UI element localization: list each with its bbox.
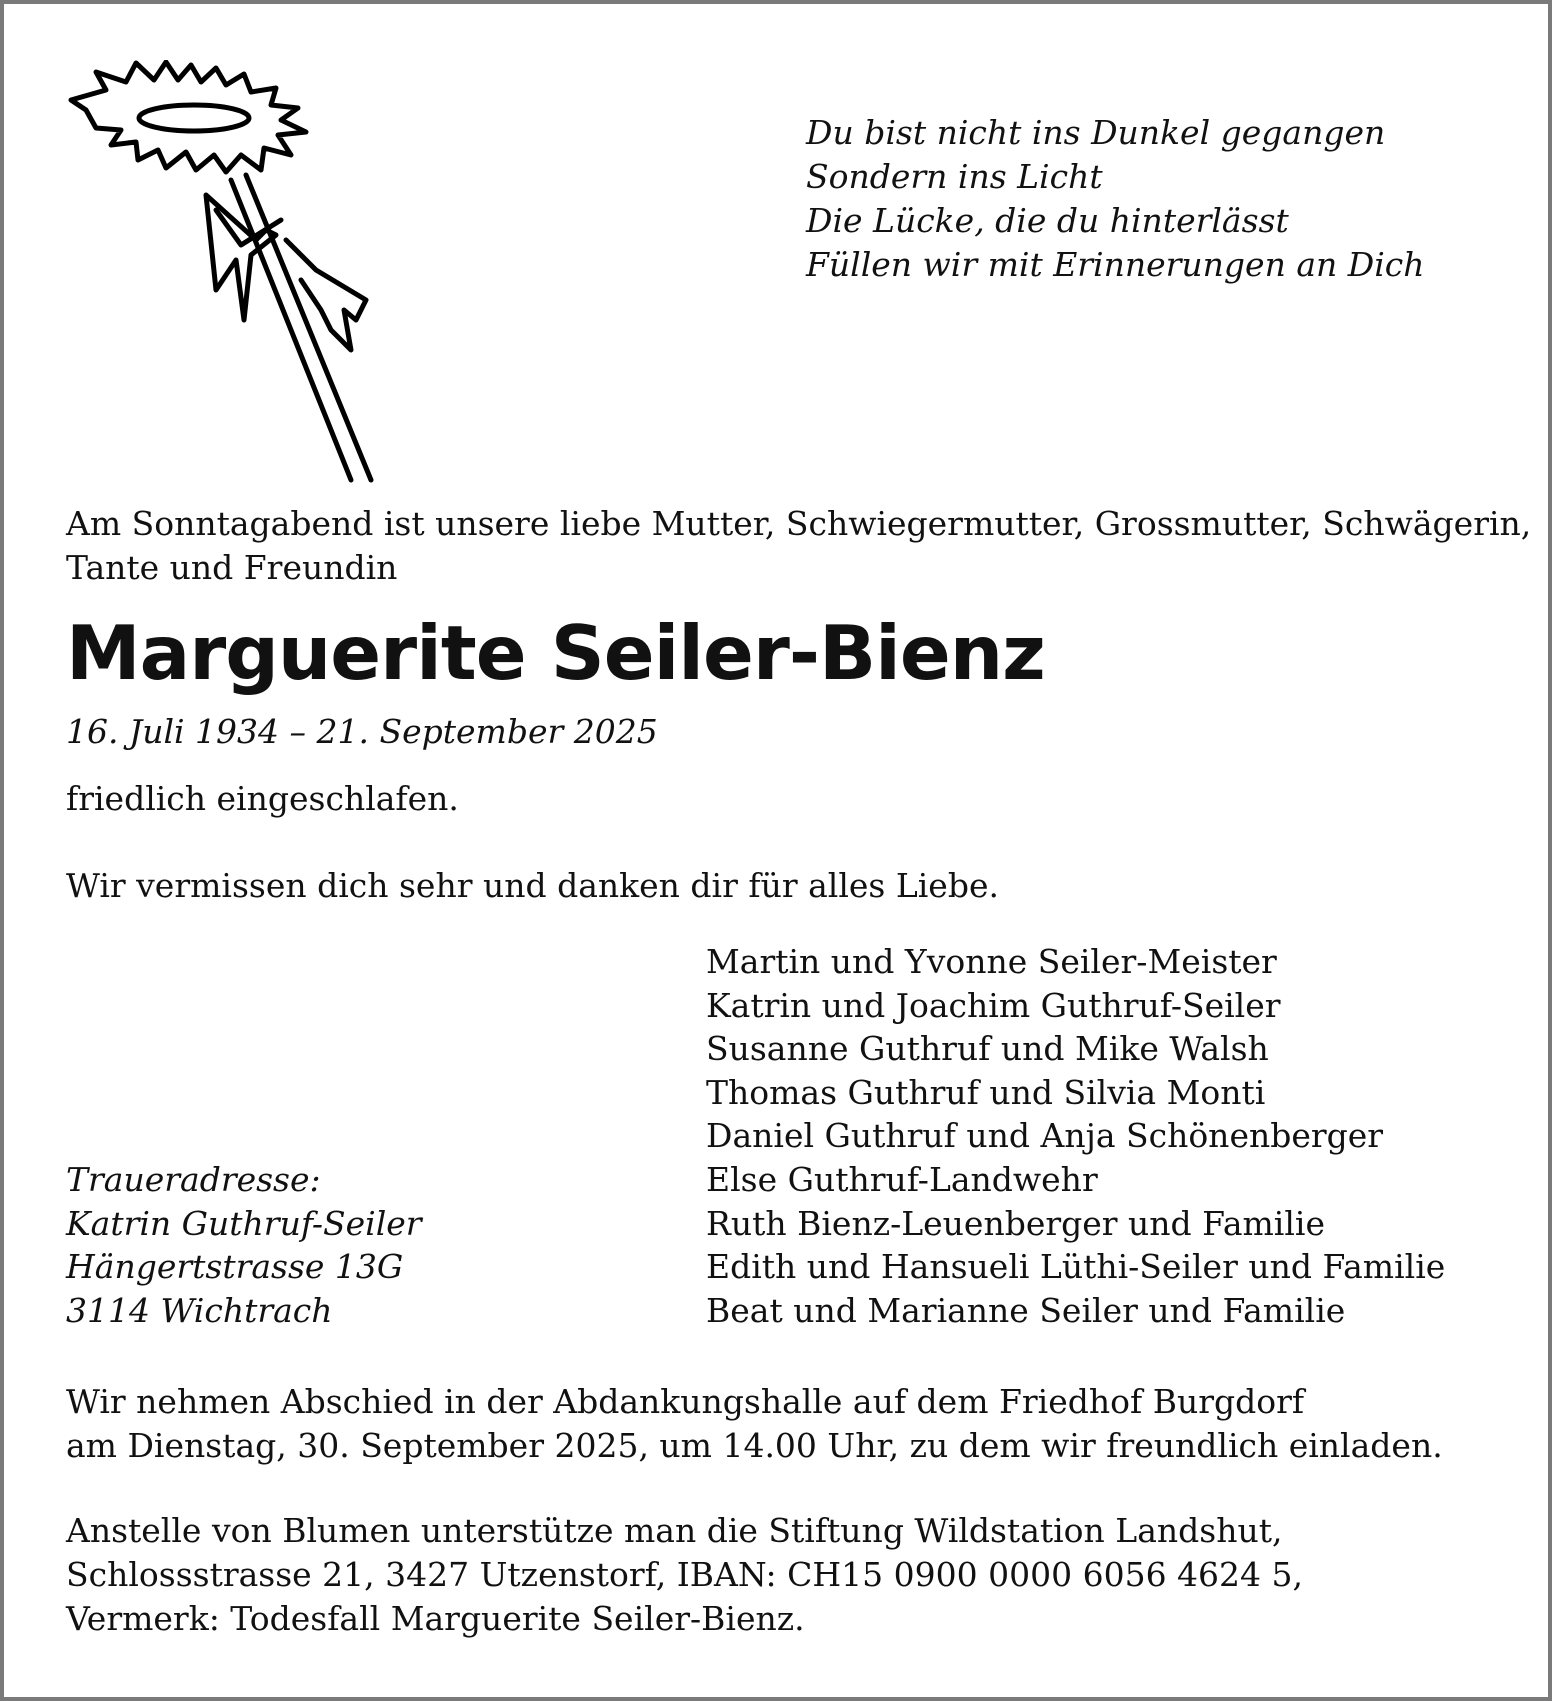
mourner-entry: Susanne Guthruf und Mike Walsh xyxy=(706,1029,1269,1069)
address-city: 3114 Wichtrach xyxy=(66,1290,333,1330)
intro-line-2: Tante und Freundin xyxy=(66,548,398,587)
passed-text: friedlich eingeschlafen. xyxy=(66,779,459,818)
mourner-entry: Ruth Bienz-Leuenberger und Familie xyxy=(706,1203,1325,1243)
poem-line: Du bist nicht ins Dunkel gegangen xyxy=(806,113,1386,152)
mourner-entry: Martin und Yvonne Seiler-Meister xyxy=(706,942,1277,981)
life-dates: 16. Juli 1934 – 21. September 2025 xyxy=(66,712,658,751)
mourner-entry: Daniel Guthruf und Anja Schönenberger xyxy=(706,1116,1384,1156)
mourner-entry: Thomas Guthruf und Silvia Monti xyxy=(706,1072,1266,1112)
poem-line: Die Lücke, die du hinterlässt xyxy=(806,201,1289,240)
address-name: Katrin Guthruf-Seiler xyxy=(66,1203,422,1243)
deceased-name: Marguerite Seiler-Bienz xyxy=(66,609,1045,697)
poem-line: Sondern ins Licht xyxy=(806,157,1103,196)
mourning-address xyxy=(66,1158,422,1332)
address-street: Hängertstrasse 13G xyxy=(66,1247,404,1287)
thanks-text: Wir vermissen dich sehr und danken dir für alles Liebe. xyxy=(66,866,999,905)
farewell-text xyxy=(66,1380,1443,1468)
donation-line-3: Vermerk: Todesfall Marguerite Seiler-Bienz. xyxy=(66,1599,805,1638)
donation-line-2: Schlossstrasse 21, 3427 Utzenstorf, IBAN: CH15 0900 0000 6056 4624 5, xyxy=(66,1555,1304,1594)
mourners-list xyxy=(706,940,1445,1332)
farewell-line-2: am Dienstag, 30. September 2025, um 14.00 Uhr, zu dem wir freundlich einladen. xyxy=(66,1426,1443,1465)
mourner-entry: Else Guthruf-Landwehr xyxy=(706,1159,1098,1199)
mourner-entry: Beat und Marianne Seiler und Familie xyxy=(706,1290,1346,1330)
poem-line: Füllen wir mit Erinnerungen an Dich xyxy=(806,245,1425,284)
mourner-entry: Katrin und Joachim Guthruf-Seiler xyxy=(706,985,1281,1025)
farewell-line-1: Wir nehmen Abschied in der Abdankungshalle auf dem Friedhof Burgdorf xyxy=(66,1382,1305,1421)
mourner-entry: Edith und Hansueli Lüthi-Seiler und Familie xyxy=(706,1247,1446,1287)
flower-illustration-icon xyxy=(66,60,406,490)
intro-line-1: Am Sonntagabend ist unsere liebe Mutter, Schwiegermutter, Grossmutter, Schwägerin, xyxy=(66,504,1532,543)
address-label: Traueradresse: xyxy=(66,1160,321,1199)
donation-text xyxy=(66,1509,1303,1641)
intro-text xyxy=(66,502,1531,590)
donation-line-1: Anstelle von Blumen unterstütze man die Stiftung Wildstation Landshut, xyxy=(66,1511,1283,1550)
poem xyxy=(806,111,1425,287)
